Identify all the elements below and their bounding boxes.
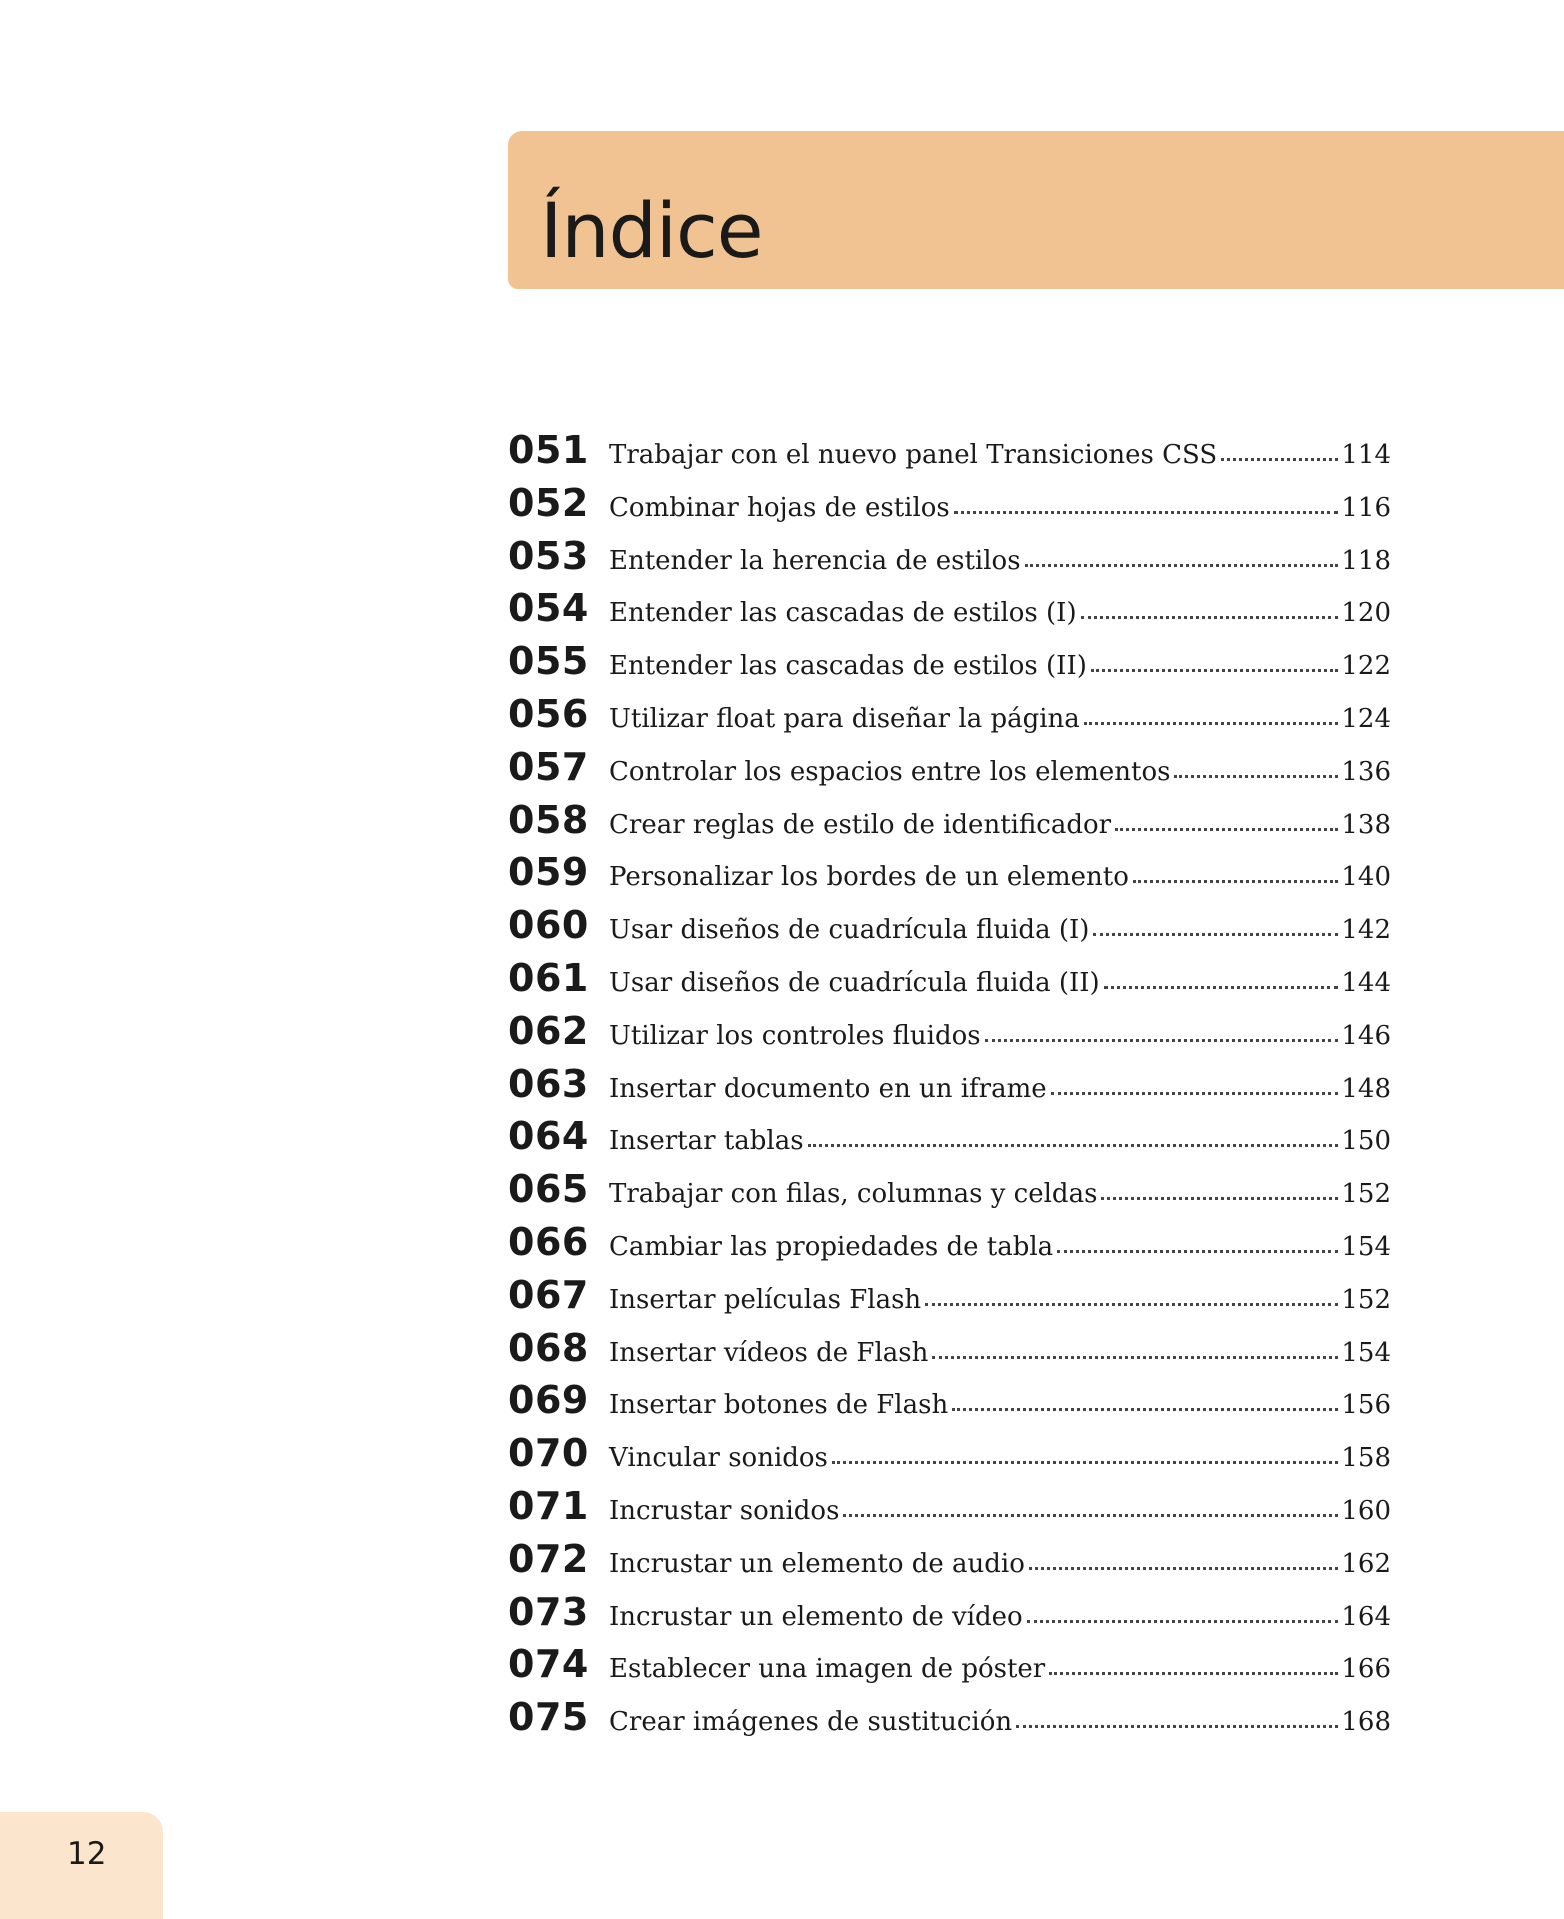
toc-entry-page: 168 xyxy=(1341,1707,1391,1738)
toc-entry-number: 070 xyxy=(508,1431,589,1476)
toc-entry-title: Incrustar sonidos xyxy=(609,1495,840,1526)
toc-entry-title: Crear imágenes de sustitución xyxy=(609,1707,1013,1738)
toc-entry-title: Insertar botones de Flash xyxy=(609,1390,949,1421)
toc-entry[interactable] xyxy=(508,1537,1391,1590)
toc-entry[interactable] xyxy=(508,1378,1391,1431)
toc-entry[interactable] xyxy=(508,745,1391,798)
toc-entry-page: 118 xyxy=(1341,545,1391,576)
toc-entry-page: 116 xyxy=(1341,492,1391,523)
toc-entry-number: 074 xyxy=(508,1642,589,1687)
dot-leader xyxy=(832,1458,1338,1464)
toc-entry-page: 136 xyxy=(1341,756,1391,787)
dot-leader xyxy=(1051,1089,1339,1095)
toc-entry-title: Utilizar float para diseñar la página xyxy=(609,703,1080,734)
toc-entry-title: Crear reglas de estilo de identificador xyxy=(609,809,1112,840)
dot-leader xyxy=(1081,613,1339,619)
toc-entry-page: 166 xyxy=(1341,1654,1391,1685)
toc-entry-title: Utilizar los controles fluidos xyxy=(609,1020,981,1051)
dot-leader xyxy=(1025,561,1339,567)
dot-leader xyxy=(1027,1617,1339,1623)
toc-entry[interactable] xyxy=(508,850,1391,903)
toc-entry-number: 057 xyxy=(508,744,589,789)
toc-entry-number: 061 xyxy=(508,955,589,1000)
toc-entry-number: 073 xyxy=(508,1589,589,1634)
toc-entry-page: 120 xyxy=(1341,598,1391,629)
toc-entry[interactable] xyxy=(508,692,1391,745)
toc-entry-title: Establecer una imagen de póster xyxy=(609,1654,1046,1685)
toc-entry-title: Insertar vídeos de Flash xyxy=(609,1337,929,1368)
toc-entry[interactable] xyxy=(508,481,1391,534)
toc-entry-number: 055 xyxy=(508,639,589,684)
toc-entry-title: Combinar hojas de estilos xyxy=(609,492,950,523)
page-title: Índice xyxy=(540,186,763,275)
toc-entry-number: 065 xyxy=(508,1167,589,1212)
dot-leader xyxy=(952,1405,1338,1411)
dot-leader xyxy=(925,1300,1338,1306)
dot-leader xyxy=(808,1141,1339,1147)
toc-entry-number: 068 xyxy=(508,1325,589,1370)
dot-leader xyxy=(1029,1564,1338,1570)
toc-entry-title: Entender la herencia de estilos xyxy=(609,545,1021,576)
toc-entry-page: 152 xyxy=(1341,1284,1391,1315)
toc-entry[interactable] xyxy=(508,1220,1391,1273)
toc-entry[interactable] xyxy=(508,956,1391,1009)
toc-entry-title: Entender las cascadas de estilos (I) xyxy=(609,598,1077,629)
toc-entry[interactable] xyxy=(508,1431,1391,1484)
toc-entry-number: 052 xyxy=(508,480,589,525)
dot-leader xyxy=(932,1353,1338,1359)
dot-leader xyxy=(1093,930,1338,936)
dot-leader xyxy=(1091,666,1338,672)
toc-entry-number: 051 xyxy=(508,428,589,472)
toc-entry-page: 144 xyxy=(1341,967,1391,998)
toc-entry[interactable] xyxy=(508,586,1391,639)
toc-entry-title: Trabajar con filas, columnas y celdas xyxy=(609,1179,1098,1210)
dot-leader xyxy=(954,508,1339,514)
toc-entry-page: 156 xyxy=(1341,1390,1391,1421)
toc-entry[interactable] xyxy=(508,1167,1391,1220)
toc-entry-page: 154 xyxy=(1341,1337,1391,1368)
toc-entry[interactable] xyxy=(508,1009,1391,1062)
dot-leader xyxy=(1133,877,1338,883)
toc-entry-title: Personalizar los bordes de un elemento xyxy=(609,862,1129,893)
toc-entry-number: 062 xyxy=(508,1008,589,1053)
toc-entry-number: 063 xyxy=(508,1061,589,1106)
dot-leader xyxy=(1115,825,1338,831)
toc-entry-page: 150 xyxy=(1341,1126,1391,1157)
toc-entry[interactable] xyxy=(508,1273,1391,1326)
dot-leader xyxy=(1057,1247,1338,1253)
toc-entry[interactable] xyxy=(508,1062,1391,1115)
toc-entry-title: Insertar películas Flash xyxy=(609,1284,922,1315)
toc-entry-page: 160 xyxy=(1341,1495,1391,1526)
toc-entry[interactable] xyxy=(508,903,1391,956)
dot-leader xyxy=(1221,455,1338,461)
toc-entry-page: 114 xyxy=(1341,440,1391,470)
dot-leader xyxy=(843,1511,1338,1517)
toc-entry-title: Incrustar un elemento de vídeo xyxy=(609,1601,1023,1632)
toc-entry-page: 152 xyxy=(1341,1179,1391,1210)
toc-entry-number: 067 xyxy=(508,1272,589,1317)
toc-entry[interactable] xyxy=(508,1642,1391,1695)
toc-entry-number: 069 xyxy=(508,1378,589,1423)
toc-entry-title: Incrustar un elemento de audio xyxy=(609,1548,1025,1579)
toc-entry-title: Insertar tablas xyxy=(609,1126,804,1157)
dot-leader xyxy=(1084,719,1339,725)
dot-leader xyxy=(1104,983,1339,989)
toc-entry[interactable] xyxy=(508,1695,1391,1748)
page-number: 12 xyxy=(67,1836,107,1872)
toc-entry-number: 072 xyxy=(508,1536,589,1581)
toc-entry[interactable] xyxy=(508,428,1391,481)
toc-entry-title: Vincular sonidos xyxy=(609,1443,828,1474)
toc-entry-page: 138 xyxy=(1341,809,1391,840)
title-band xyxy=(508,131,1564,289)
toc-entry-page: 158 xyxy=(1341,1443,1391,1474)
toc-entry-title: Insertar documento en un iframe xyxy=(609,1073,1047,1104)
toc-entry-page: 142 xyxy=(1341,915,1391,946)
toc-entry[interactable] xyxy=(508,1484,1391,1537)
toc-entry-page: 148 xyxy=(1341,1073,1391,1104)
toc-entry-title: Entender las cascadas de estilos (II) xyxy=(609,651,1087,682)
toc-entry-number: 066 xyxy=(508,1219,589,1264)
dot-leader xyxy=(1174,772,1338,778)
toc-entry-title: Usar diseños de cuadrícula fluida (I) xyxy=(609,915,1090,946)
toc-entry-page: 154 xyxy=(1341,1231,1391,1262)
toc-entry-number: 059 xyxy=(508,850,589,895)
toc-entry-number: 071 xyxy=(508,1483,589,1528)
toc-entry-title: Cambiar las propiedades de tabla xyxy=(609,1231,1054,1262)
dot-leader xyxy=(1049,1669,1338,1675)
toc-entry-page: 164 xyxy=(1341,1601,1391,1632)
dot-leader xyxy=(1016,1722,1338,1728)
toc-entry-number: 060 xyxy=(508,903,589,948)
toc-entry-title: Usar diseños de cuadrícula fluida (II) xyxy=(609,967,1100,998)
toc-entry[interactable] xyxy=(508,798,1391,851)
page-number-tab xyxy=(0,1812,163,1919)
toc-entry[interactable] xyxy=(508,639,1391,692)
toc-entry-number: 064 xyxy=(508,1114,589,1159)
toc-entry-title: Trabajar con el nuevo panel Transiciones CSS xyxy=(609,440,1218,470)
dot-leader xyxy=(985,1036,1339,1042)
toc-entry-title: Controlar los espacios entre los elementos xyxy=(609,756,1171,787)
toc-entry[interactable] xyxy=(508,534,1391,587)
table-of-contents xyxy=(508,428,1391,1748)
toc-entry-number: 058 xyxy=(508,797,589,842)
toc-entry-page: 162 xyxy=(1341,1548,1391,1579)
toc-entry-page: 140 xyxy=(1341,862,1391,893)
dot-leader xyxy=(1101,1194,1338,1200)
toc-entry[interactable] xyxy=(508,1590,1391,1643)
toc-entry-page: 146 xyxy=(1341,1020,1391,1051)
toc-entry-number: 056 xyxy=(508,691,589,736)
toc-entry-number: 075 xyxy=(508,1695,589,1740)
toc-entry-page: 122 xyxy=(1341,651,1391,682)
toc-entry-number: 054 xyxy=(508,586,589,631)
toc-entry[interactable] xyxy=(508,1326,1391,1379)
toc-entry-page: 124 xyxy=(1341,703,1391,734)
toc-entry[interactable] xyxy=(508,1114,1391,1167)
toc-entry-number: 053 xyxy=(508,533,589,578)
